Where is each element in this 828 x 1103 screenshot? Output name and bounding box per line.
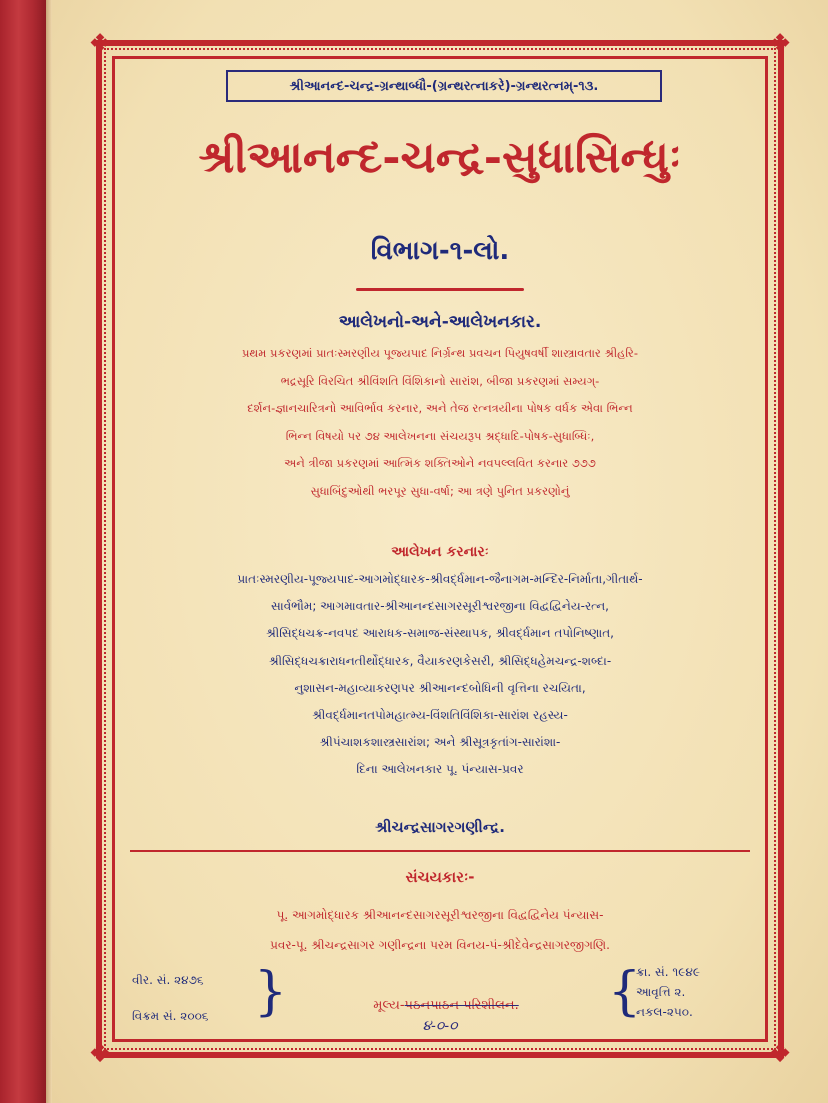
book-spine: [0, 0, 46, 1103]
series-line: શ્રીઆનન્દ-ચન્દ્ર-ગ્રન્થાબ્ધૌ-(ગ્રન્થરત્નાકરે)-ગ્રન્થરત્નમ્-૧૩.: [226, 70, 662, 102]
section-divider: [130, 850, 750, 852]
edition: આવૃત્તિ ૨.: [636, 985, 686, 999]
compiler-line: પ્રવર-પૂ. શ્રીચન્દ્રસાગર ગણીન્દ્રના પરમ વિનય-પં-શ્રીદેવેન્દ્રસાગરજીગણિ.: [270, 938, 610, 952]
author-name: શ્રીચન્દ્રસાગરગણીન્દ્ર.: [375, 818, 505, 836]
author-line: શ્રીવર્દ્ધમાનતપોમહાત્મ્ય-વિંશતિવિંશિકા-સારાંશ રહસ્ય-: [312, 708, 568, 723]
price-label: મૂલ્ય-: [373, 998, 405, 1013]
footer-right-info: [636, 962, 756, 1022]
author-line: પ્રાતઃસ્મરણીય-પૂજ્યપાદ-આગમોદ્ધારક-શ્રીવર્દ્ધમાન-જૈનાગમ-મન્દિર-નિર્માતા,ગીતાર્થ-: [237, 572, 643, 586]
author-heading: આલેખન કરનારઃ: [391, 544, 489, 560]
content-heading: આલેખનો-અને-આલેખનકાર.: [338, 312, 542, 332]
author-line: સાર્વભૌમ; આગમાવતાર-શ્રીઆનન્દસાગરસૂરીશ્વરજીના વિદ્વદ્વિનેય-રત્ન,: [271, 599, 609, 614]
author-line: શ્રીપંચાશકશાસ્ત્રસારાંશ; અને શ્રીસૂત્રકૃતાંગ-સારાંશા-: [319, 735, 561, 750]
author-line: નુશાસન-મહાવ્યાકરણપર શ્રીઆનન્દબોધિની વૃત્તિના રચયિતા,: [294, 680, 586, 695]
author-line: દિના આલેખનકાર પૂ. પંન્યાસ-પ્રવર: [356, 762, 524, 777]
compiler-line: પૂ. આગમોદ્ધારક શ્રીઆનન્દસાગરસૂરીશ્વરજીના વિદ્વદ્વિનેય પંન્યાસ-: [276, 908, 604, 922]
price-handwritten: ૪-૦-૦: [422, 1018, 458, 1034]
price-struck: પઠનપાઠન પરિશીલન.: [404, 998, 519, 1013]
book-title: શ્રીઆનન્દ-ચન્દ્ર-સુધાસિન્ધુઃ: [198, 132, 682, 183]
footer-left-dates: [132, 962, 252, 1034]
content-line: ભદ્રસૂરિ વિરચિત શ્રીવિંશતિ વિંશિકાનો સારાંશ, બીજા પ્રકરણમાં સમ્યગ્-: [280, 373, 600, 388]
author-description: [140, 566, 740, 784]
content-line: દર્શન-જ્ઞાનચારિત્રનો આવિર્ભાવ કરનાર, અને તેજ રત્નત્રયીના પોષક વર્ધક એવા ભિન્ન: [247, 401, 633, 415]
author-line: શ્રીસિદ્ધચક્રારાધનતીર્થોદ્ધારક, વૈયાકરણકેસરી, શ્રીસિદ્ધહેમચન્દ્ર-શબ્દા-: [268, 653, 612, 668]
vir-samvat: વીર. સં. ૨૪૭૬: [132, 973, 204, 987]
vikram-samvat: વિક્રમ સં. ૨૦૦૬: [132, 1009, 209, 1023]
content-description: [150, 340, 730, 505]
compiler-heading: સંચયકારઃ-: [405, 868, 475, 886]
ornamental-divider: [356, 288, 524, 291]
left-brace-icon: {: [608, 962, 642, 1022]
krist-samvat: ક્રા. સં. ૧૯૪૯: [636, 965, 700, 979]
right-brace-icon: }: [254, 962, 288, 1022]
corner-ornament-icon: ❖: [768, 1039, 792, 1069]
copies: નકલ-૨૫૦.: [636, 1005, 693, 1019]
content-line: અને ત્રીજા પ્રકરણમાં આત્મિક શક્તિઓને નવપલ્લવિત કરનાર ૭૭૭: [284, 456, 596, 470]
author-line: શ્રીસિદ્ધચક્ર-નવપદ આરાધક-સમાજ-સંસ્થાપક, શ્રીવર્દ્ધમાન તપોનિષ્ણાત,: [265, 626, 614, 641]
corner-ornament-icon: ❖: [88, 1039, 112, 1069]
compiler-description: [150, 900, 730, 960]
content-line: સુધાબિંદુઓથી ભરપૂર સુધા-વર્ષા; આ ત્રણે પુનિત પ્રકરણોનું: [310, 483, 570, 498]
corner-ornament-icon: ❖: [768, 29, 792, 59]
content-line: પ્રથમ પ્રકરણમાં પ્રાતઃસ્મરણીય પૂજ્યપાદ નિર્ગ્રન્થ પ્રવચન પિયુષવર્ષી શાસ્ત્રાવતાર શ્રીહરિ-: [241, 346, 639, 360]
corner-ornament-icon: ❖: [88, 29, 112, 59]
section-label: વિભાગ-૧-લો.: [370, 236, 510, 266]
price-line: [326, 998, 566, 1013]
content-line: ભિન્ન વિષયો પર ૭૪ આલેખનના સંચયરૂપ શ્રદ્ધાદિ-પોષક-સુધાબ્ધિઃ,: [285, 428, 595, 443]
